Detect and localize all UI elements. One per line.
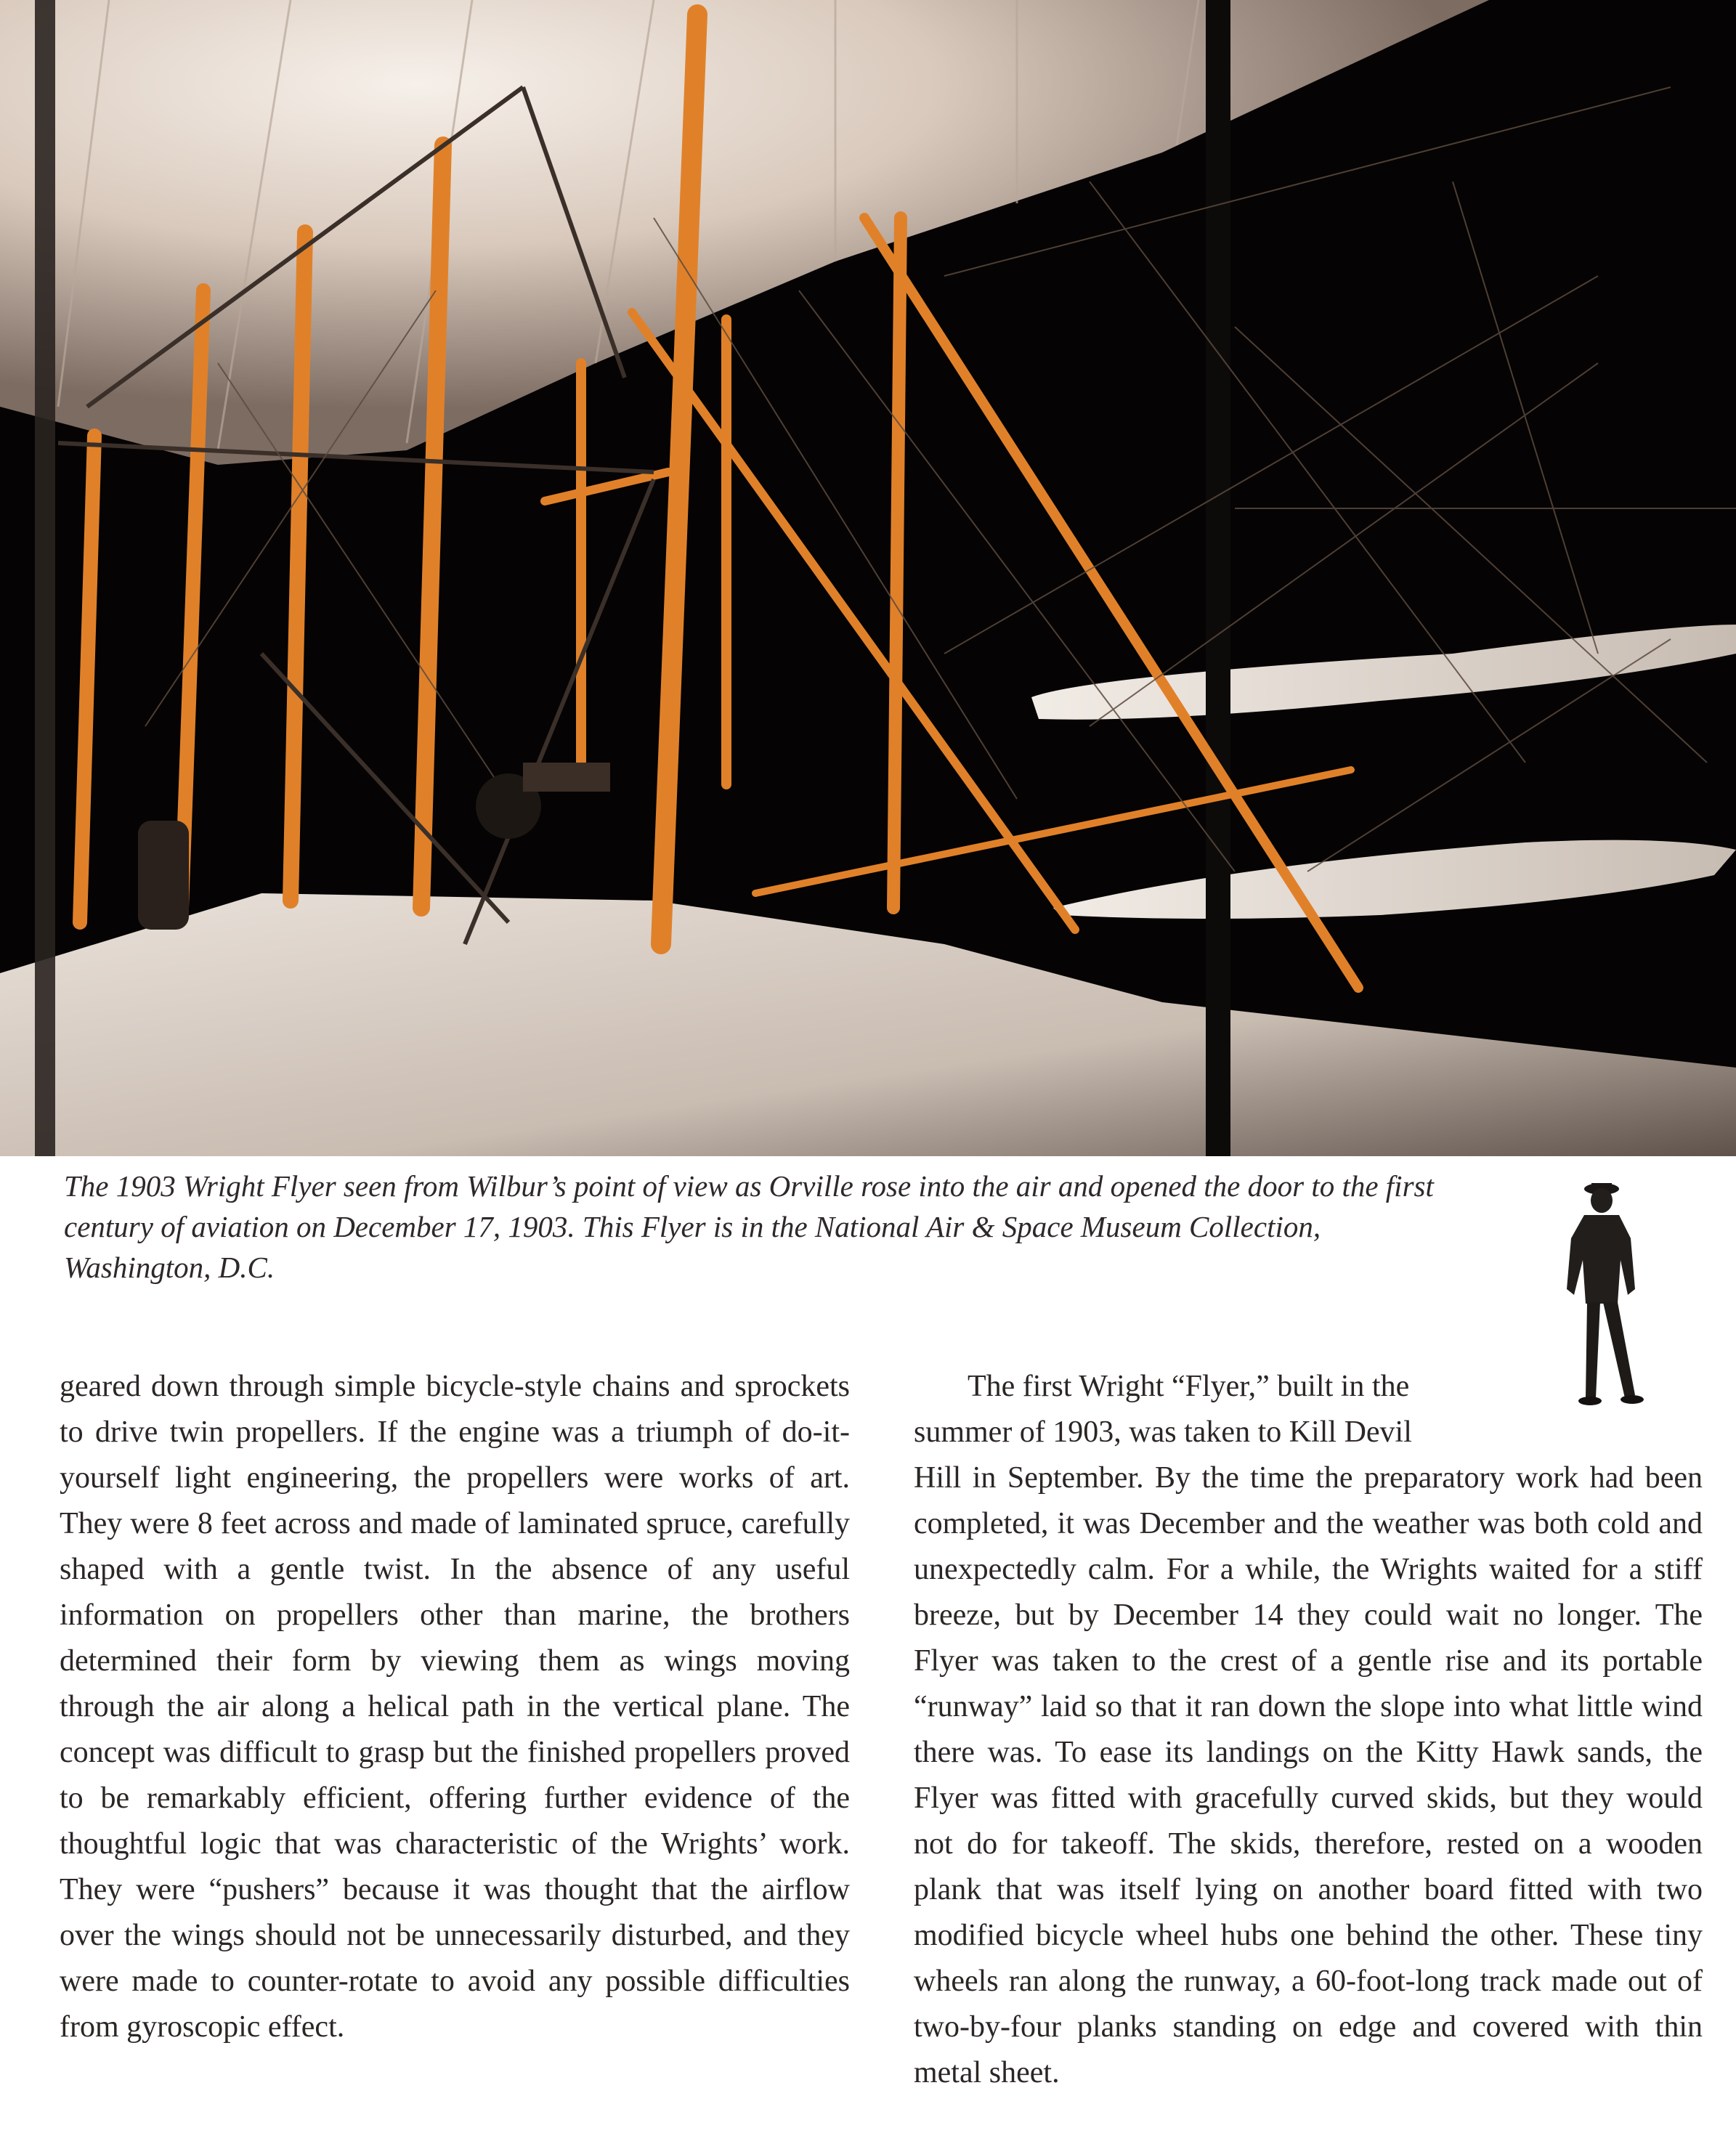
wright-brother-silhouette bbox=[1529, 1180, 1674, 1413]
right-column-intro bbox=[914, 1364, 1455, 1455]
photo-caption: The 1903 Wright Flyer seen from Wilbur’s point of view as Orville rose into the air and opened the door to the first century of aviation on December 17, 1903. This Flyer is in the National Air & Space Museum Collection, Washington, D.C. bbox=[64, 1169, 1434, 1284]
right-intro-line-2: summer of 1903, was taken to Kill Devil bbox=[914, 1415, 1412, 1449]
left-column-text: geared down through simple bicycle-style chains and sprockets to drive twin propellers. If the engine was a triumph of do-it-yourself light engineering, the propellers were works of art. They were 8 feet across and made of laminated spruce, carefully shaped with a gentle twist. In the absence of any useful information on propellers other than marine, the brothers determined their form by viewing them as wings moving through the air along a helical path in the vertical plane. The concept was difficult to grasp but the finished propellers proved to be remarkably efficient, offering further evidence of the thoughtful logic that was characteristic of the Wrights’ work. They were “pushers” because it was thought that the airflow over the wings should not be unnecessarily disturbed, and they were made to counter-rotate to avoid any possible difficulties from gyroscopic effect. bbox=[60, 1370, 850, 2044]
right-intro-line-1: The first Wright “Flyer,” built in the bbox=[968, 1370, 1410, 1403]
right-column-text: Hill in September. By the time the preparatory work had been completed, it was December and the weather was both cold and unexpectedly calm. For a while, the Wrights waited for a stiff breeze, but by December 14 they could wait no longer. The Flyer was taken to the crest of a gentle rise and its portable “runway” laid so that it ran down the slope into what little wind there was. To ease its landings on the Kitty Hawk sands, the Flyer was fitted with gracefully curved skids, but they would not do for takeoff. The skids, therefore, rested on a wooden plank that was itself lying on another board fitted with two modified bicycle wheel hubs one behind the other. These tiny wheels ran along the runway, a 60-foot-long track made out of two-by-four planks standing on edge and covered with thin metal sheet. bbox=[914, 1461, 1703, 2089]
